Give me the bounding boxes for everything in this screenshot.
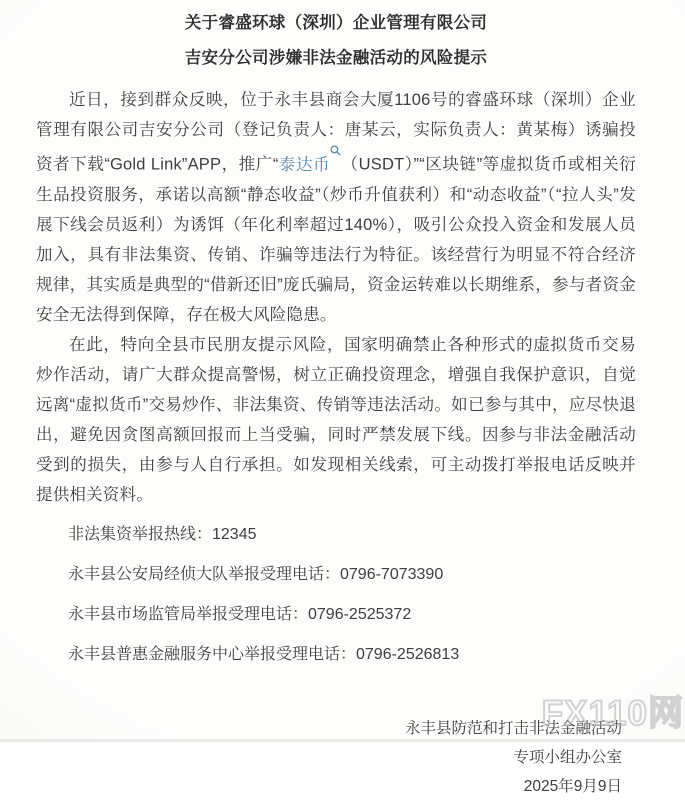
signature-block bbox=[36, 714, 636, 801]
document-title-line1: 关于睿盛环球（深圳）企业管理有限公司 bbox=[184, 14, 488, 32]
fx110-watermark: FX110网 bbox=[541, 694, 684, 733]
paragraph-1 bbox=[36, 85, 636, 330]
document-title bbox=[36, 6, 636, 76]
signature-org-line2: 专项小组办公室 bbox=[513, 748, 622, 766]
keyword-link-usdt[interactable] bbox=[279, 156, 342, 174]
search-icon bbox=[330, 151, 341, 166]
hotline-illegal-fundraising: 非法集资举报热线：12345 bbox=[68, 525, 257, 543]
hotline-inclusive-finance-center: 永丰县普惠金融服务中心举报受理电话：0796-2526813 bbox=[68, 645, 460, 663]
keyword-link-text: 泰达币 bbox=[278, 155, 331, 174]
hotline-list bbox=[36, 520, 636, 670]
signature-date: 2025年9月9日 bbox=[523, 777, 622, 795]
paragraph-1-text-after-link: （USDT）”“区块链”等虚拟货币或相关衍生品投资服务，承诺以高额“静态收益”（炒币升值获利）和“动态收益”（“拉人头”发展下线会员返利）为诱饵（年化利率超过140%），吸引公众投入资金和发展人员加入，具有非法集资、传销、诈骗等违法行为特征。该经营行为明显不符合经济规律，其实质是典型的“借新还旧”庞氏骗局，资金运转难以长期维系，参与者资金安全无法得到保障，存在极大风险隐患。 bbox=[36, 155, 636, 324]
signature-org-line1: 永丰县防范和打击非法金融活动 bbox=[404, 719, 622, 737]
photo-bottom-edge bbox=[0, 739, 685, 742]
paragraph-1-text-before-link: 近日，接到群众反映，位于永丰县商会大厦1106号的睿盛环球（深圳）企业管理有限公司吉安分公司（登记负责人：唐某云，实际负责人：黄某梅）诱骗投资者下载“Gold Link”APP，推广“ bbox=[36, 91, 636, 174]
hotline-market-regulation: 永丰县市场监管局举报受理电话：0796-2525372 bbox=[68, 605, 412, 623]
document-title-line2: 吉安分公司涉嫌非法金融活动的风险提示 bbox=[184, 49, 488, 67]
hotline-police-economic-unit: 永丰县公安局经侦大队举报受理电话：0796-7073390 bbox=[68, 565, 444, 583]
paragraph-2: 在此，特向全县市民朋友提示风险，国家明确禁止各种形式的虚拟货币交易炒作活动，请广大群众提高警惕，树立正确投资理念，增强自我保护意识，自觉远离“虚拟货币”交易炒作、非法集资、传销等违法活动。如已参与其中，应尽快退出，避免因贪图高额回报而上当受骗，同时严禁发展下线。因参与非法金融活动受到的损失，由参与人自行承担。如发现相关线索，可主动拨打举报电话反映并提供相关资料。 bbox=[36, 335, 636, 504]
